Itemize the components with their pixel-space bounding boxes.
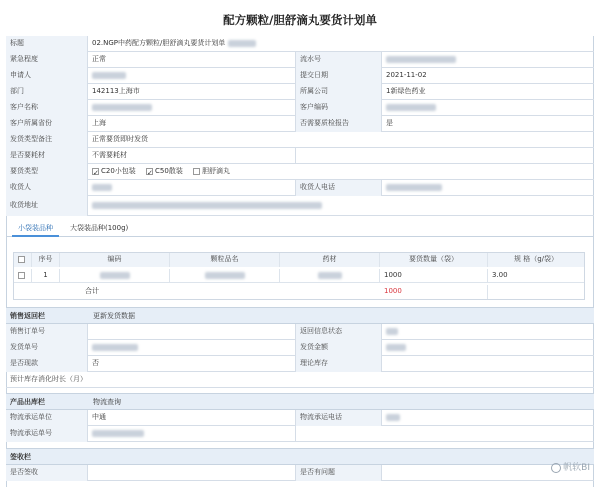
col-code: 编码 xyxy=(60,253,170,267)
form-row-ship-type xyxy=(6,132,594,148)
customer-name-value xyxy=(88,100,296,116)
urgency-label: 紧急程度 xyxy=(6,52,88,68)
cell-code xyxy=(60,269,170,283)
order-type-options xyxy=(88,164,594,180)
forecast-label: 预计库存消化时长（月） xyxy=(10,375,87,383)
form-row-address xyxy=(6,196,594,216)
signed-value xyxy=(88,465,296,481)
form-row-forecast xyxy=(6,372,594,388)
consumables-value[interactable]: 不需要耗材 xyxy=(88,148,296,164)
receiver-addr-label: 收货地址 xyxy=(6,196,88,216)
serial-label: 流水号 xyxy=(296,52,382,68)
form-row-customer xyxy=(6,100,594,116)
page-title: 配方颗粒/胆舒滴丸要货计划单 xyxy=(223,13,377,27)
sign-section-title: 签收栏 xyxy=(10,453,31,461)
redacted-text xyxy=(386,104,436,111)
cell-qty[interactable]: 1000 xyxy=(380,269,488,283)
redacted-text xyxy=(92,184,112,191)
cell-seq: 1 xyxy=(32,269,60,283)
ship-no-label: 发货单号 xyxy=(6,340,88,356)
select-all-cell[interactable] xyxy=(14,253,32,267)
update-shipping-link[interactable]: 更新发货数据 xyxy=(93,312,135,320)
province-value: 上海 xyxy=(88,116,296,132)
logistics-section-header xyxy=(6,393,594,410)
form-row-title xyxy=(6,36,594,52)
redacted-text xyxy=(92,430,144,437)
redacted-text xyxy=(92,202,322,209)
company-value: 1新绿色药业 xyxy=(386,87,426,95)
carrier-phone-label: 物流承运电话 xyxy=(296,410,382,426)
signed-label: 是否签收 xyxy=(6,465,88,481)
col-spec: 规 格（g/袋） xyxy=(488,253,584,267)
form-row-order-type xyxy=(6,164,594,180)
redacted-text xyxy=(386,414,400,421)
form-row-applicant xyxy=(6,68,594,84)
col-qty: 要货数量（袋） xyxy=(380,253,488,267)
form-row-province xyxy=(6,116,594,132)
ship-amount-value xyxy=(382,340,594,356)
ship-type-label: 发货类型备注 xyxy=(6,132,88,148)
title-label: 标题 xyxy=(6,36,88,52)
serial-value xyxy=(382,52,594,68)
redacted-text xyxy=(92,344,138,351)
watermark-logo-icon xyxy=(551,463,561,473)
empty-cell xyxy=(296,148,382,164)
redacted-text xyxy=(386,56,456,63)
ship-amount-label: 发货金额 xyxy=(296,340,382,356)
issue-label: 是否有问题 xyxy=(296,465,382,481)
title-field[interactable] xyxy=(88,36,594,52)
submit-date-label: 提交日期 xyxy=(296,68,382,84)
redacted-text xyxy=(92,104,152,111)
form-row-consumables xyxy=(6,148,594,164)
total-qty: 1000 xyxy=(380,285,488,299)
order-no-value xyxy=(88,324,296,340)
redacted-text xyxy=(386,344,406,351)
grid-header-row xyxy=(14,253,584,267)
redacted-text xyxy=(205,272,245,279)
sales-section-title: 销售返回栏 xyxy=(10,312,45,320)
checkbox-checked-icon[interactable] xyxy=(146,168,153,175)
form-row-cash xyxy=(6,356,594,372)
total-label: 合计 xyxy=(85,287,99,295)
applicant-value xyxy=(88,68,296,84)
carrier-label: 物流承运单位 xyxy=(6,410,88,426)
consumables-label: 是否要耗材 xyxy=(6,148,88,164)
return-status-label: 返回信息状态 xyxy=(296,324,382,340)
logistics-query-link[interactable]: 物流查询 xyxy=(93,398,121,406)
cell-granule-name xyxy=(170,269,280,283)
tracking-label: 物流承运单号 xyxy=(6,426,88,442)
title-value: 02.NGP中药配方颗粒/胆舒滴丸要货计划单 xyxy=(92,39,226,47)
customer-code-label: 客户编码 xyxy=(296,100,382,116)
order-no-label: 销售订单号 xyxy=(6,324,88,340)
return-status-value xyxy=(382,324,594,340)
redacted-text xyxy=(386,184,442,191)
redacted-text xyxy=(386,328,398,335)
urgency-value[interactable]: 正常 xyxy=(88,52,296,68)
col-granule-name: 颗粒品名 xyxy=(170,253,280,267)
grid-total-row xyxy=(14,285,584,299)
receiver-value xyxy=(88,180,296,196)
province-label: 客户所属省份 xyxy=(6,116,88,132)
tab-large-bag[interactable]: 大袋装品种(100g) xyxy=(70,224,129,232)
is-cash-value: 否 xyxy=(88,356,296,372)
product-grid xyxy=(13,252,585,300)
dept-value: 142113上海市 xyxy=(88,84,296,100)
option-c20[interactable]: ✓ C20小包装 xyxy=(92,164,136,179)
row-select-cell[interactable] xyxy=(14,269,32,283)
submit-date-value: 2021-11-02 xyxy=(386,71,427,79)
product-tabs xyxy=(6,220,594,237)
sign-section-header xyxy=(6,448,594,465)
stock-value xyxy=(382,356,594,372)
ship-no-value xyxy=(88,340,296,356)
dept-label: 部门 xyxy=(6,84,88,100)
form-row-dept xyxy=(6,84,594,100)
option-c50[interactable]: ✓ C50散装 xyxy=(146,164,183,179)
carrier-phone-value xyxy=(382,410,594,426)
form-row-carrier xyxy=(6,410,594,426)
option-danshu[interactable]: 胆舒滴丸 xyxy=(193,164,230,179)
redacted-text xyxy=(92,72,126,79)
receiver-phone-value xyxy=(382,180,594,196)
order-type-label: 要货类型 xyxy=(6,164,88,180)
tracking-value xyxy=(88,426,296,442)
logistics-section-title: 产品出库栏 xyxy=(10,398,45,406)
quality-report-label: 否需要质检报告 xyxy=(296,116,382,132)
cell-herb xyxy=(280,269,380,283)
redacted-text xyxy=(228,40,256,47)
sales-section-header xyxy=(6,307,594,324)
quality-report-value: 是 xyxy=(386,119,393,127)
customer-name-label: 客户名称 xyxy=(6,100,88,116)
cell-spec: 3.00 xyxy=(492,271,508,279)
applicant-label: 申请人 xyxy=(6,68,88,84)
checkbox-icon[interactable] xyxy=(18,256,25,263)
checkbox-icon[interactable] xyxy=(18,272,25,279)
col-herb: 药材 xyxy=(280,253,380,267)
receiver-addr-value xyxy=(88,196,594,216)
carrier-value: 中通 xyxy=(88,410,296,426)
table-row[interactable] xyxy=(14,269,584,283)
stock-label: 理论库存 xyxy=(296,356,382,372)
ship-type-value[interactable]: 正常要货即时发货 xyxy=(92,135,148,143)
form-row-urgency xyxy=(6,52,594,68)
form-row-receiver xyxy=(6,180,594,196)
is-cash-label: 是否现款 xyxy=(6,356,88,372)
form-row-ship-no xyxy=(6,340,594,356)
form-row-signed xyxy=(6,465,594,481)
receiver-label: 收货人 xyxy=(6,180,88,196)
form-row-sales-order xyxy=(6,324,594,340)
col-seq: 序号 xyxy=(32,253,60,267)
checkbox-checked-icon[interactable] xyxy=(92,168,99,175)
redacted-text xyxy=(318,272,342,279)
form-row-tracking xyxy=(6,426,594,442)
customer-code-value xyxy=(382,100,594,116)
tab-small-bag[interactable]: 小袋装品种 xyxy=(12,220,59,237)
checkbox-icon[interactable] xyxy=(193,168,200,175)
watermark: 帆软BI xyxy=(551,460,590,473)
redacted-text xyxy=(100,272,130,279)
company-label: 所属公司 xyxy=(296,84,382,100)
receiver-phone-label: 收货人电话 xyxy=(296,180,382,196)
